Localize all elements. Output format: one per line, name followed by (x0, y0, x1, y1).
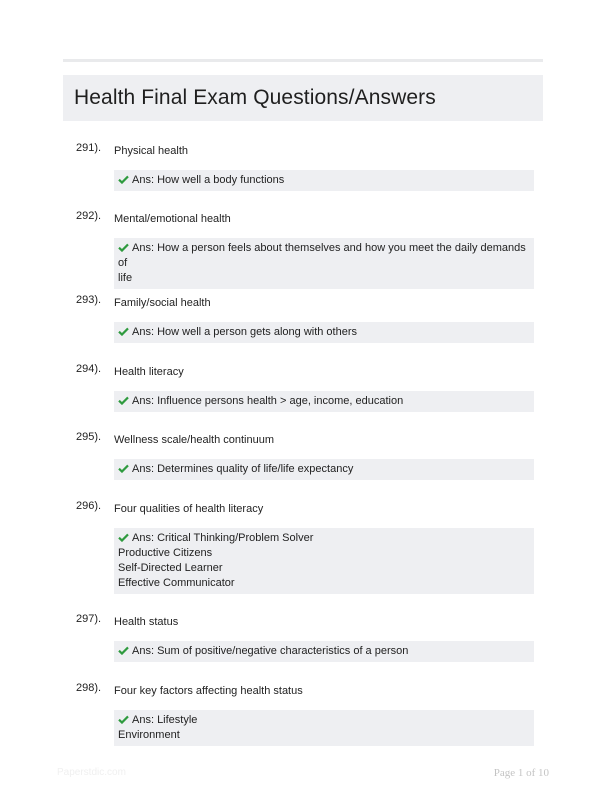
question-number: 294). (76, 363, 102, 375)
check-icon (118, 243, 129, 252)
question-number: 291). (76, 142, 102, 154)
question-text: Physical health (114, 145, 188, 157)
answer-line: Ans: How well a body functions (118, 173, 530, 188)
check-icon (118, 715, 129, 724)
check-icon (118, 327, 129, 336)
title-banner (63, 75, 543, 121)
footer-watermark: Paperstdic.com (57, 767, 126, 778)
answer-box (114, 528, 534, 594)
question-number: 298). (76, 682, 102, 694)
answer-line: Environment (118, 729, 180, 741)
answer-box (114, 641, 534, 662)
check-icon (118, 396, 129, 405)
answer-line: Effective Communicator (118, 577, 235, 589)
answer-line: Ans: Sum of positive/negative characteristics of a person (118, 644, 530, 659)
question-text: Mental/emotional health (114, 213, 231, 225)
answer-box (114, 322, 534, 343)
answer-line: Ans: Determines quality of life/life expectancy (118, 462, 530, 477)
check-icon (118, 533, 129, 542)
question-number: 292). (76, 210, 102, 222)
answer-box (114, 238, 534, 289)
check-icon (118, 175, 129, 184)
answer-line: Self-Directed Learner (118, 562, 223, 574)
question-text: Four key factors affecting health status (114, 685, 303, 697)
answer-line: life (118, 272, 133, 284)
check-icon (118, 464, 129, 473)
page-indicator: Page 1 of 10 (493, 767, 549, 779)
question-text: Health status (114, 616, 179, 628)
question-text: Family/social health (114, 297, 211, 309)
answer-box (114, 170, 534, 191)
answer-line: Ans: Critical Thinking/Problem Solver (118, 531, 530, 546)
check-icon (118, 646, 129, 655)
answer-box (114, 391, 534, 412)
question-number: 293). (76, 294, 102, 306)
document-title: Health Final Exam Questions/Answers (74, 86, 436, 109)
question-text: Health literacy (114, 366, 184, 378)
answer-line: Ans: How a person feels about themselves and how you meet the daily demands of (118, 242, 526, 269)
answer-line: Productive Citizens (118, 547, 213, 559)
top-divider (63, 59, 543, 62)
question-number: 297). (76, 613, 102, 625)
question-text: Wellness scale/health continuum (114, 434, 274, 446)
answer-box (114, 459, 534, 480)
answer-line: Ans: How well a person gets along with others (118, 325, 530, 340)
answer-box (114, 710, 534, 746)
answer-line: Ans: Influence persons health > age, income, education (118, 394, 530, 409)
question-number: 295). (76, 431, 102, 443)
question-text: Four qualities of health literacy (114, 503, 264, 515)
answer-line: Ans: Lifestyle (118, 713, 530, 728)
question-number: 296). (76, 500, 102, 512)
